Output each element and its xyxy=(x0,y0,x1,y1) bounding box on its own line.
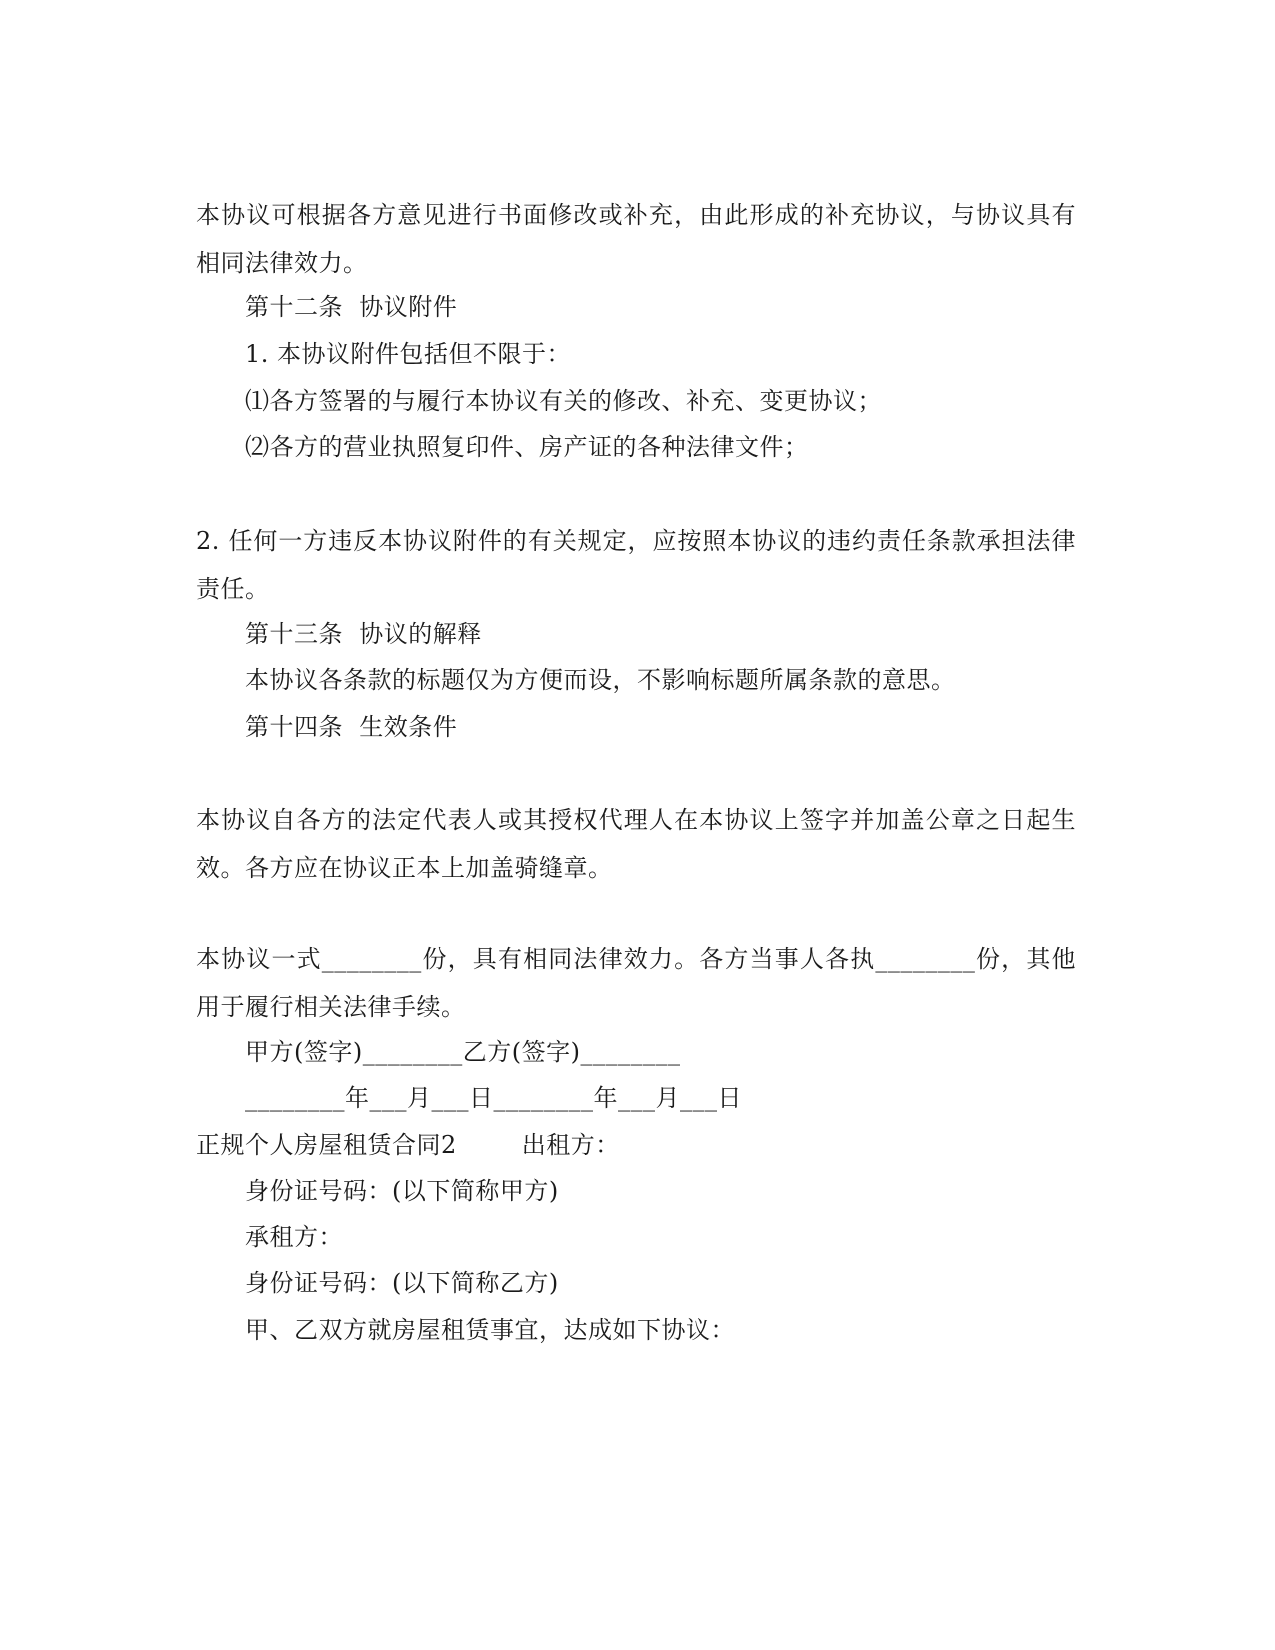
article-12-item-2: 2. 任何一方违反本协议附件的有关规定，应按照本协议的违约责任条款承担法律责任。 xyxy=(196,527,1076,603)
date-line: ________年___月___日________年___月___日 xyxy=(245,1084,742,1112)
article-14-title: 第十四条 生效条件 xyxy=(245,713,458,741)
contract-2-title: 正规个人房屋租赁合同2 出租方： xyxy=(196,1131,620,1159)
article-12-subitem-1: ⑴各方签署的与履行本协议有关的修改、补充、变更协议； xyxy=(245,387,882,415)
article-14-body: 本协议自各方的法定代表人或其授权代理人在本协议上签字并加盖公章之日起生效。各方应在协议正本上加盖骑缝章。 xyxy=(196,806,1076,882)
article-12-title: 第十二条 协议附件 xyxy=(245,293,458,321)
article-13-title: 第十三条 协议的解释 xyxy=(245,620,482,648)
agreement-intro: 甲、乙双方就房屋租赁事宜，达成如下协议： xyxy=(245,1316,735,1344)
signature-line: 甲方(签字)________乙方(签字)________ xyxy=(245,1038,681,1066)
article-13-body: 本协议各条款的标题仅为方便而设，不影响标题所属条款的意思。 xyxy=(245,666,956,694)
lessee-line: 承租方： xyxy=(245,1223,343,1251)
lessor-id-line: 身份证号码：(以下简称甲方) xyxy=(245,1177,559,1205)
paragraph-supplement: 本协议可根据各方意见进行书面修改或补充，由此形成的补充协议，与协议具有相同法律效力。 xyxy=(196,201,1076,277)
article-12-subitem-2: ⑵各方的营业执照复印件、房产证的各种法律文件； xyxy=(245,433,809,461)
article-12-item-1: 1. 本协议附件包括但不限于： xyxy=(245,340,572,368)
lessee-id-line: 身份证号码：(以下简称乙方) xyxy=(245,1269,559,1297)
copies-paragraph: 本协议一式________份，具有相同法律效力。各方当事人各执________份，其他用于履行相关法律手续。 xyxy=(196,945,1076,1021)
